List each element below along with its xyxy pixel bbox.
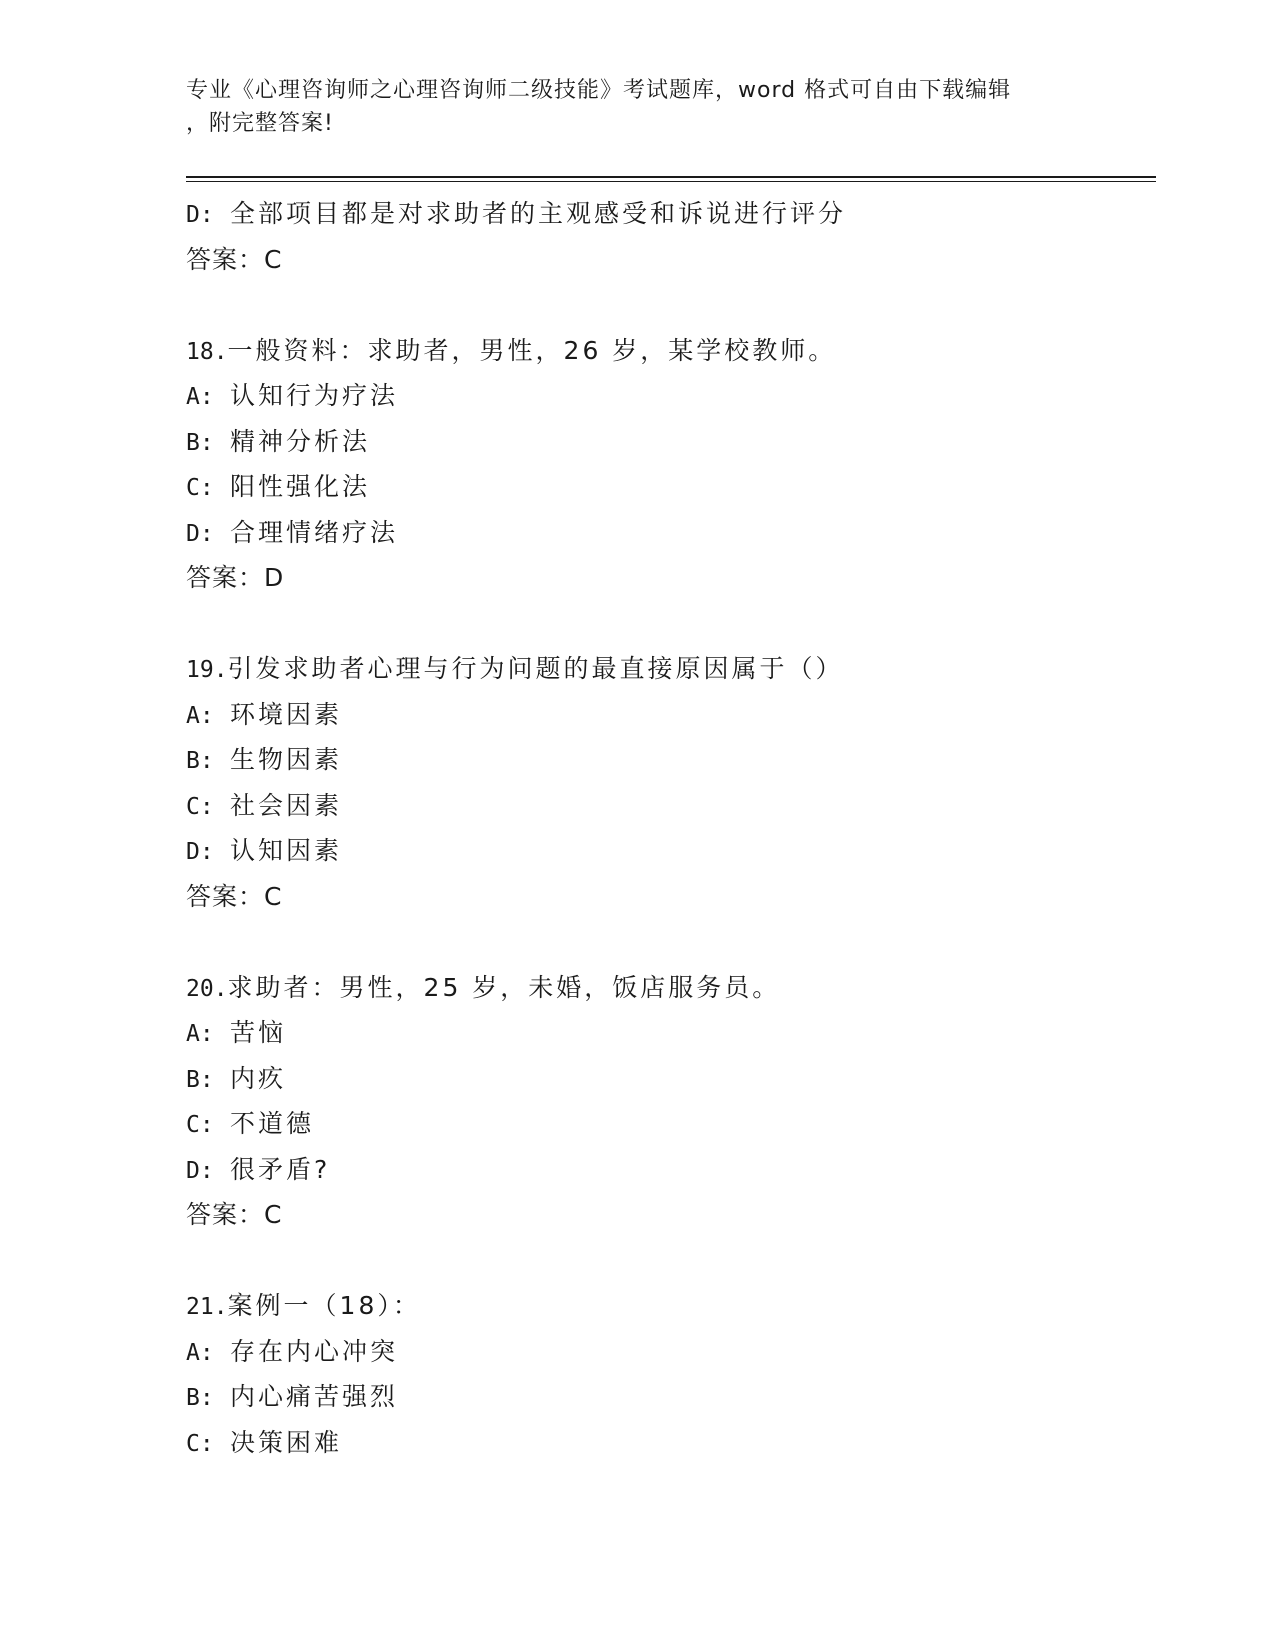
option-b <box>186 1056 1156 1102</box>
question-text: 求助者：男性，25 岁，未婚，饭店服务员。 <box>227 972 781 1002</box>
option-c <box>186 1420 1156 1466</box>
question-text: 案例一（18）： <box>227 1291 421 1320</box>
option-c <box>186 464 1156 510</box>
question-list <box>186 191 1156 1465</box>
answer-line: 答案：D <box>186 563 285 592</box>
document-header <box>186 74 1066 140</box>
option-prefix: A: <box>186 1021 214 1047</box>
spacer <box>186 1238 1156 1284</box>
option-a <box>186 1010 1156 1056</box>
option-text: 全部项目都是对求助者的主观感受和诉说进行评分 <box>230 199 847 228</box>
option-b <box>186 737 1156 783</box>
header-line-1: 专业《心理咨询师之心理咨询师二级技能》考试题库，word 格式可自由下载编辑 <box>186 78 1012 103</box>
option-prefix: C: <box>186 1112 214 1138</box>
option-text: 认知因素 <box>230 836 343 865</box>
option-b <box>186 1374 1156 1420</box>
option-text: 内心痛苦强烈 <box>230 1382 399 1411</box>
option-prefix: C: <box>186 475 214 501</box>
option-prefix: C: <box>186 793 214 820</box>
option-prefix: B: <box>186 1385 214 1411</box>
option-text: 生物因素 <box>230 745 343 774</box>
question-text: 一般资料：求助者，男性，26 岁，某学校教师。 <box>227 335 837 365</box>
header-divider-thick <box>186 176 1156 178</box>
option-prefix: A: <box>186 1339 214 1366</box>
answer-line: 答案：C <box>186 1200 283 1229</box>
spacer <box>186 919 1156 965</box>
option-text: 合理情绪疗法 <box>230 517 399 547</box>
option-prefix: D: <box>186 839 214 865</box>
header-line-2: ，附完整答案! <box>186 111 334 136</box>
option-text: 存在内心冲突 <box>230 1336 399 1366</box>
answer-line: 答案：C <box>186 244 283 274</box>
option-c <box>186 1101 1156 1147</box>
header-divider-thin <box>186 181 1156 182</box>
option-b <box>186 419 1156 465</box>
question-stem <box>186 965 1156 1011</box>
option-text: 精神分析法 <box>230 426 371 456</box>
option-d <box>186 1147 1156 1193</box>
option-text: 阳性强化法 <box>230 472 371 501</box>
option-a <box>186 692 1156 738</box>
option-text: 认知行为疗法 <box>230 381 399 410</box>
option-a <box>186 373 1156 419</box>
question-number: 20. <box>186 975 228 1002</box>
option-c <box>186 783 1156 829</box>
option-d <box>186 510 1156 556</box>
question-stem <box>186 1283 1156 1329</box>
option-prefix: A: <box>186 702 214 729</box>
option-text: 不道德 <box>230 1109 315 1138</box>
question-stem <box>186 328 1156 374</box>
option-text: 内疚 <box>230 1063 287 1093</box>
option-prefix: D: <box>186 1157 214 1184</box>
option-text: 苦恼 <box>230 1018 287 1047</box>
option-prefix: B: <box>186 429 214 456</box>
question-stem <box>186 646 1156 692</box>
question-number: 18. <box>186 338 228 365</box>
option-prefix: B: <box>186 1066 214 1093</box>
option-prefix: D: <box>186 202 214 228</box>
spacer <box>186 601 1156 647</box>
spacer <box>186 282 1156 328</box>
option-a <box>186 1329 1156 1375</box>
option-d <box>186 828 1156 874</box>
option-text: 社会因素 <box>230 790 343 820</box>
question-number: 21. <box>186 1294 228 1320</box>
option-d <box>186 191 1156 237</box>
option-text: 决策困难 <box>230 1427 343 1457</box>
option-prefix: C: <box>186 1430 214 1457</box>
option-prefix: D: <box>186 520 214 547</box>
question-number: 19. <box>186 657 228 683</box>
option-prefix: B: <box>186 748 214 774</box>
answer-line: 答案：C <box>186 881 283 911</box>
option-text: 很矛盾? <box>230 1154 331 1184</box>
question-text: 引发求助者心理与行为问题的最直接原因属于（） <box>227 654 844 683</box>
option-text: 环境因素 <box>230 699 343 729</box>
option-prefix: A: <box>186 384 214 410</box>
